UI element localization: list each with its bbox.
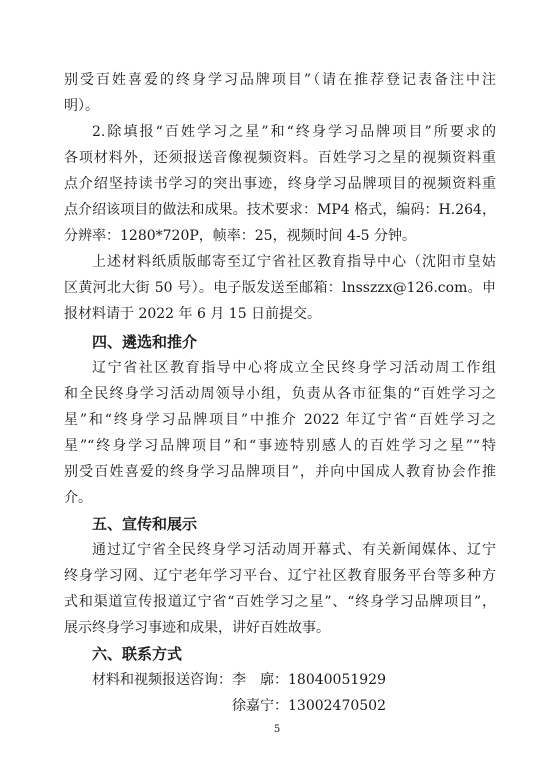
page-number: 5 <box>273 724 281 735</box>
body-line: 式和渠道宣传报道辽宁省“百姓学习之星”、“终身学习品牌项目”， <box>64 594 496 610</box>
body-line: 星”“终身学习品牌项目”和“事迹特别感人的百姓学习之星”“特 <box>64 438 496 454</box>
body-line: 通过辽宁省全民终身学习活动周开幕式、有关新闻媒体、辽宁 <box>92 542 496 558</box>
body-line: 星”和“终身学习品牌项目”中推介 2022 年辽宁省“百姓学习之 <box>64 412 496 428</box>
section-heading: 四、遴选和推介 <box>92 333 198 351</box>
body-line: 和全民终身学习活动周领导小组，负责从各市征集的“百姓学习之 <box>64 386 496 402</box>
body-line: 点介绍坚持读书学习的突出事迹，终身学习品牌项目的视频资料重 <box>64 176 496 192</box>
body-line: 报材料请于 2022 年 6 月 15 日前提交。 <box>64 306 322 322</box>
body-line: 别受百姓喜爱的终身学习品牌项目”，并向中国成人教育协会作推 <box>64 464 496 480</box>
body-line: 点介绍该项目的做法和成果。技术要求：MP4 格式，编码：H.264， <box>64 202 496 218</box>
body-line: 上述材料纸质版邮寄至辽宁省社区教育指导中心（沈阳市皇姑 <box>92 254 496 270</box>
contact-label: 材料和视频报送咨询： <box>92 672 232 688</box>
section-heading: 五、宣传和展示 <box>92 515 198 533</box>
body-line: 2.除填报“百姓学习之星”和“终身学习品牌项目”所要求的 <box>92 124 496 140</box>
body-line: 区黄河北大街 50 号）。电子版发送至邮箱：lnsszzx@126.com。申 <box>64 280 496 296</box>
section-heading: 六、联系方式 <box>92 645 183 663</box>
body-line: 辽宁省社区教育指导中心将成立全民终身学习活动周工作组 <box>92 360 496 376</box>
body-line: 分辨率：1280*720P，帧率：25，视频时间 4-5 分钟。 <box>64 228 417 244</box>
body-line: 介。 <box>64 490 92 506</box>
contact-person: 李 廓：18040051929 <box>232 672 386 688</box>
body-line: 别受百姓喜爱的终身学习品牌项目”（请在推荐登记表备注中注 <box>64 72 496 88</box>
body-line: 明）。 <box>64 98 99 114</box>
body-line: 各项材料外，还须报送音像视频资料。百姓学习之星的视频资料重 <box>64 150 496 166</box>
body-line: 展示终身学习事迹和成果，讲好百姓故事。 <box>64 620 330 636</box>
contact-person: 徐嘉宁：13002470502 <box>232 698 386 714</box>
body-line: 终身学习网、辽宁老年学习平台、辽宁社区教育服务平台等多种方 <box>64 568 496 584</box>
